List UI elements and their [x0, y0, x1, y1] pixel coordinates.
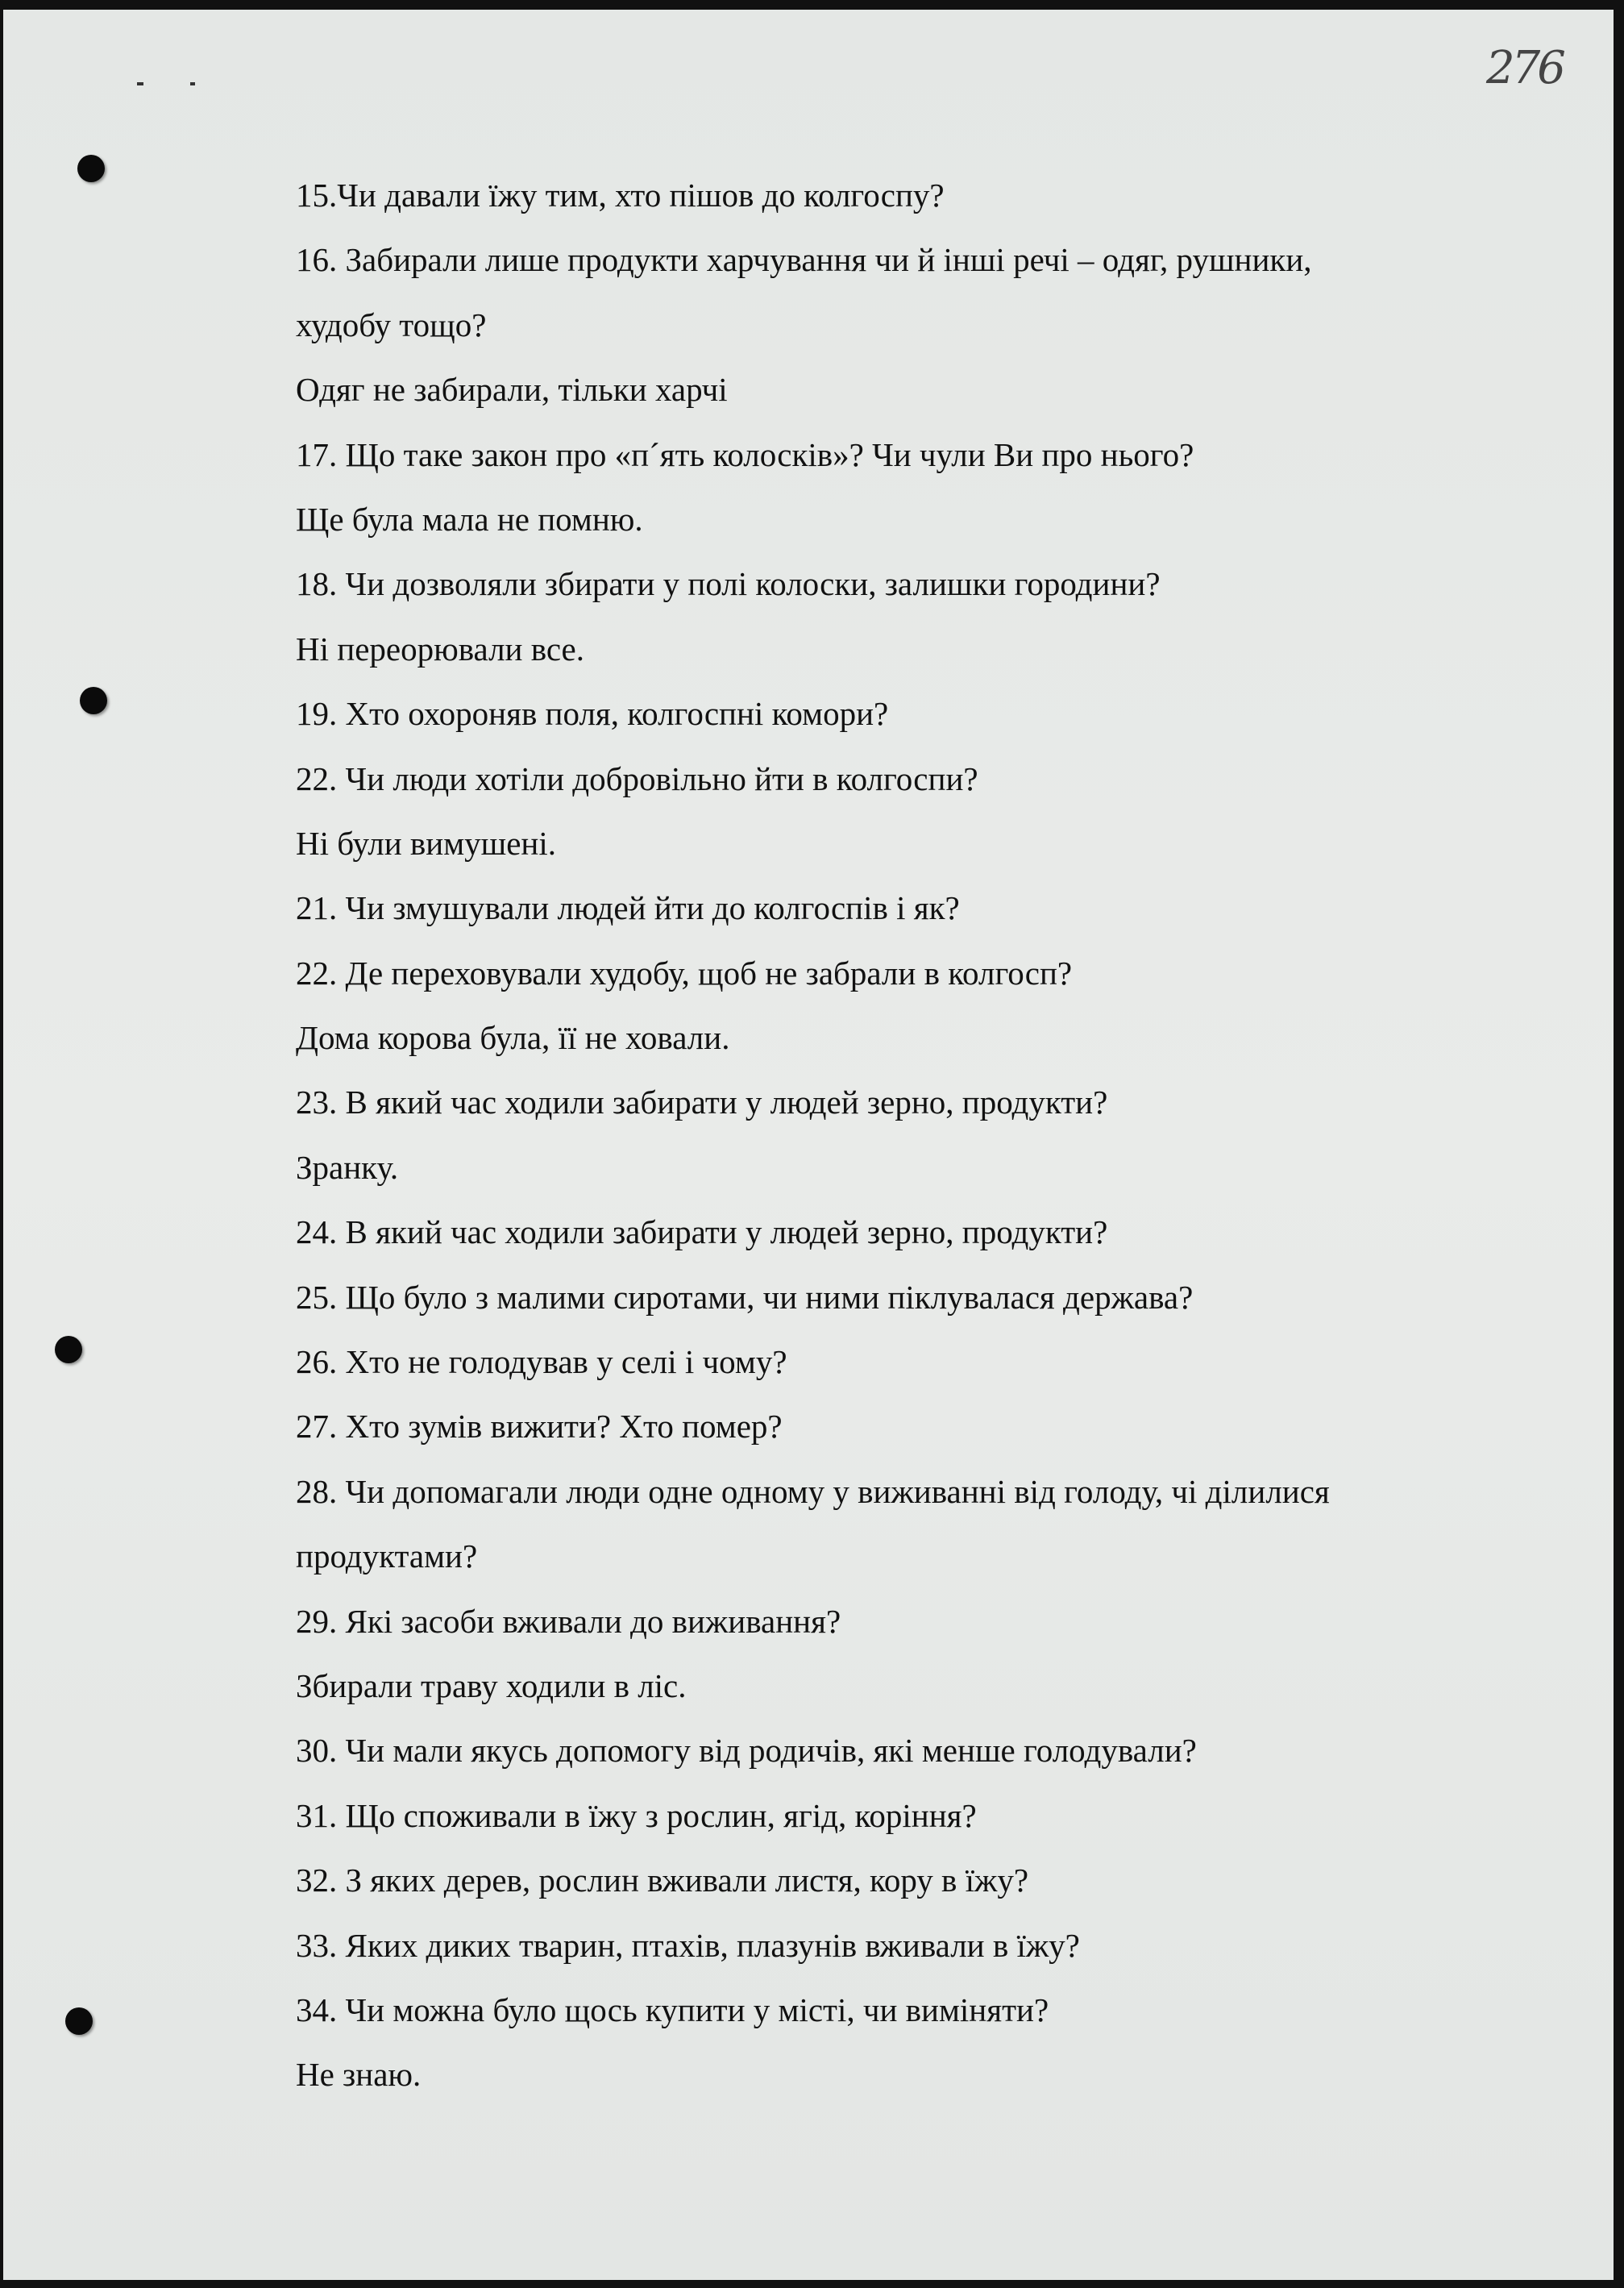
punch-hole	[65, 2007, 93, 2035]
text-line: 22. Де переховували худобу, щоб не забрали в колгосп?	[296, 954, 1073, 992]
handwritten-page-number: 276	[1486, 42, 1563, 94]
text-line: 27. Хто зумів вижити? Хто помер?	[296, 1408, 783, 1446]
text-line: 16. Забирали лише продукти харчування чи й інші речі – одяг, рушники,	[296, 241, 1312, 279]
text-line: Одяг не забирали, тільки харчі	[296, 371, 728, 409]
text-line: Ще була мала не помню.	[296, 500, 643, 538]
text-line: 15.Чи давали їжу тим, хто пішов до колгоспу?	[296, 177, 945, 214]
text-line: 19. Хто охороняв поля, колгоспні комори?	[296, 695, 889, 733]
text-line: 18. Чи дозволяли збирати у полі колоски, залишки городини?	[296, 565, 1161, 603]
text-line: 28. Чи допомагали люди одне одному у виживанні від голоду, чі ділилися	[296, 1472, 1330, 1510]
text-line: Не знаю.	[296, 2056, 422, 2094]
text-line: 29. Які засоби вживали до виживання?	[296, 1602, 841, 1640]
text-line: Зранку.	[296, 1148, 399, 1186]
text-line: 21. Чи змушували людей йти до колгоспів і як?	[296, 889, 960, 927]
text-line: 34. Чи можна було щось купити у місті, чи виміняти?	[296, 1991, 1049, 2028]
text-line: 23. В який час ходили забирати у людей зерно, продукти?	[296, 1084, 1108, 1121]
text-line: 26. Хто не голодував у селі і чому?	[296, 1343, 787, 1381]
scan-mark	[190, 82, 195, 85]
text-line: 32. З яких дерев, рослин вживали листя, кору в їжу?	[296, 1862, 1029, 1899]
punch-hole	[77, 155, 105, 182]
text-line: 25. Що було з малими сиротами, чи ними піклувалася держава?	[296, 1278, 1194, 1316]
text-line: продуктами?	[296, 1537, 478, 1575]
text-line: 31. Що споживали в їжу з рослин, ягід, коріння?	[296, 1796, 977, 1834]
scan-mark	[137, 82, 143, 85]
punch-hole	[80, 687, 107, 714]
text-line: худобу тощо?	[296, 306, 487, 343]
text-line: 30. Чи мали якусь допомогу від родичів, які менше голодували?	[296, 1732, 1197, 1770]
text-line: Ні переорювали все.	[296, 630, 585, 668]
text-line: 33. Яких диких тварин, птахів, плазунів вживали в їжу?	[296, 1926, 1080, 1964]
text-line: Збирали траву ходили в ліс.	[296, 1666, 687, 1704]
punch-hole	[55, 1336, 82, 1363]
text-line: Дома корова була, її не ховали.	[296, 1019, 730, 1057]
text-body	[296, 163, 1585, 2107]
document-page	[3, 10, 1614, 2280]
text-line: 24. В який час ходили забирати у людей зерно, продукти?	[296, 1213, 1108, 1251]
text-line: Ні були вимушені.	[296, 824, 556, 862]
text-line: 22. Чи люди хотіли добровільно йти в колгоспи?	[296, 759, 978, 797]
text-line: 17. Що таке закон про «п´ять колосків»? Чи чули Ви про нього?	[296, 435, 1194, 473]
